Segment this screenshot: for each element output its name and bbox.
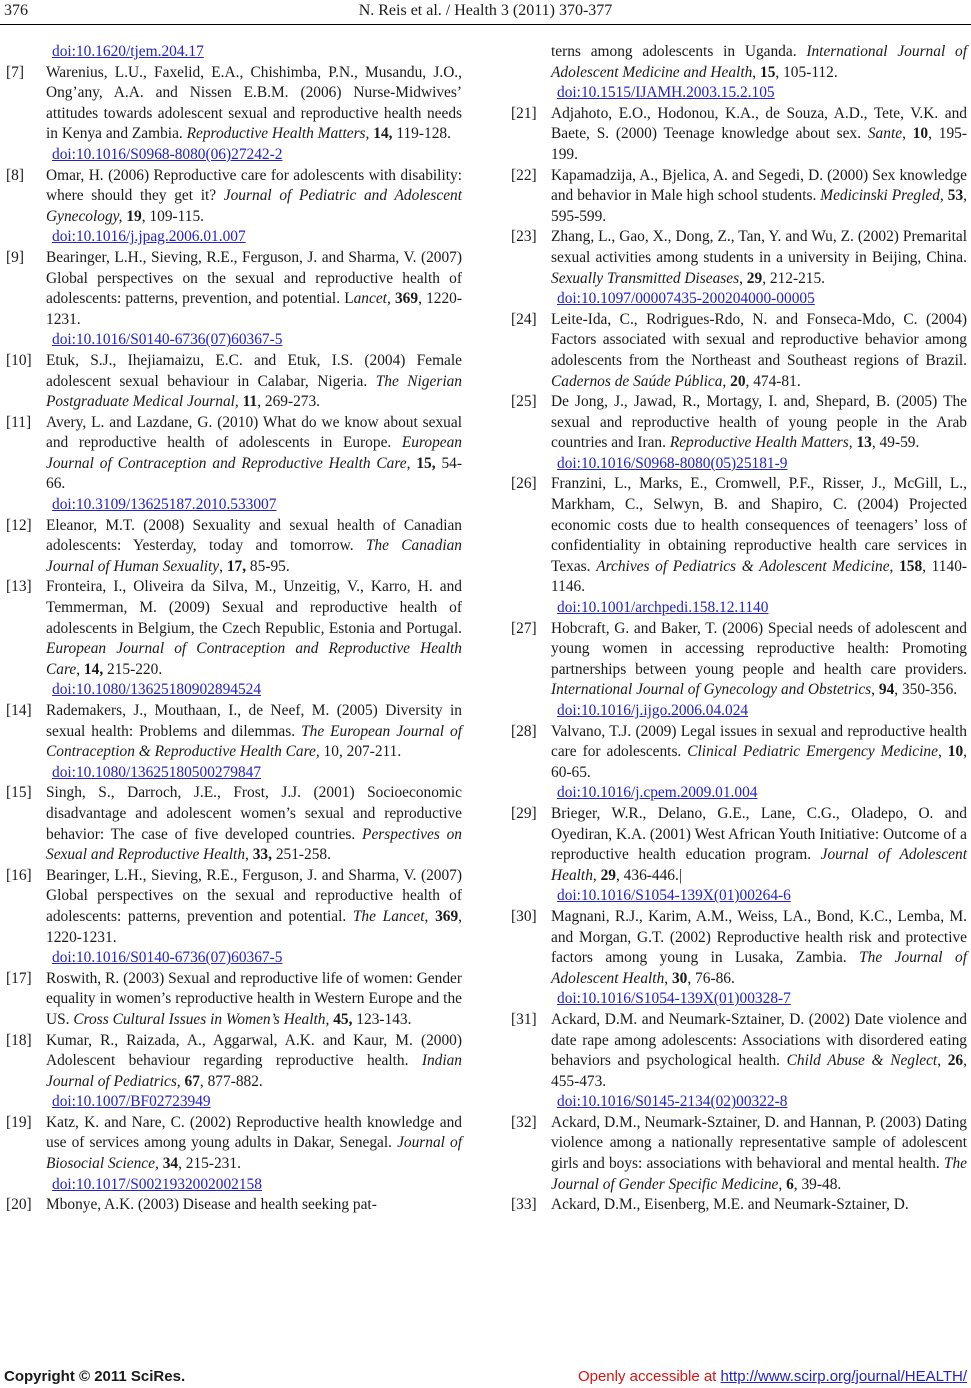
reference-text-run: Singh, S., Darroch, J.E., Frost, J.J. (2001) Socioeconomic disadvantage and adolescent women’s sexual and reproductive behavior: The case of five developed countries. xyxy=(46,784,462,843)
reference-text-run: , 1220-1231. xyxy=(46,907,463,946)
reference-text-run: Kapamadzija, A., Bjelica, A. and Segedi, D. (2000) Sex knowledge and behavior in Male high school students. xyxy=(551,166,967,205)
reference-text-run: 17, xyxy=(226,557,247,575)
reference-text-run: , xyxy=(664,969,672,987)
reference-text-run: Brieger, W.R., Delano, G.E., Lane, C.G., Oladepo, O. and Oyediran, K.A. (2001) West African Youth Initiative: Outcome of a reproductive health education program. xyxy=(551,804,967,864)
reference-text-run: Fronteira, I., Oliveira da Silva, M., Unzeitig, V., Karro, H. and Temmerman, M. (2009) Sexual and reproductive health of adolescents in Belgium, the Czech Republic, Estonia and Portugal. xyxy=(46,578,462,637)
reference-text-run: International Journal of Adolescent Medicine and Health, xyxy=(551,43,967,81)
reference-text xyxy=(551,1113,967,1195)
reference-item xyxy=(6,577,462,701)
open-access-notice xyxy=(578,1368,967,1385)
reference-text-run: , xyxy=(722,372,731,390)
reference-text-run: Perspectives on Sexual and Reproductive Health xyxy=(46,825,462,864)
reference-text xyxy=(46,351,462,413)
doi-link[interactable]: doi:10.1016/S0145-2134(02)00322-8 xyxy=(557,1093,788,1111)
reference-text-run: 85-95. xyxy=(246,557,290,575)
reference-text-run: , xyxy=(939,187,948,205)
reference-text-run: Cadernos de Saúde Pública xyxy=(551,372,723,390)
reference-number: [26] xyxy=(511,475,537,493)
reference-item xyxy=(6,1195,462,1216)
reference-text xyxy=(46,248,462,351)
doi-link[interactable]: doi:10.1016/S0968-8080(06)27242-2 xyxy=(52,145,283,163)
doi-link[interactable]: doi:10.1016/S0140-6736(07)60367-5 xyxy=(52,331,283,349)
reference-number: [27] xyxy=(511,619,537,637)
reference-item xyxy=(511,474,967,618)
reference-text-run: , 350-356. xyxy=(894,681,958,699)
reference-item xyxy=(511,104,967,166)
reference-number: [15] xyxy=(6,784,32,802)
reference-text-run: 29 xyxy=(600,866,616,884)
reference-text-run: 67 xyxy=(184,1072,200,1090)
doi-link[interactable]: doi:10.1016/j.ijgo.2006.04.024 xyxy=(557,702,749,719)
reference-text-run: Rademakers, J., Mouthaan, I., de Neef, M. (2005) Diversity in sexual health: Problems and dilemmas. xyxy=(46,702,462,740)
reference-text-run: , 60-65. xyxy=(551,743,968,781)
reference-item xyxy=(511,804,967,907)
reference-item xyxy=(511,392,967,474)
reference-text-run: 15 xyxy=(760,63,776,81)
reference-text-run: The Canadian Journal of Human Sexuality xyxy=(46,537,462,575)
reference-text-run: 215-220. xyxy=(103,660,163,678)
page-header xyxy=(0,0,971,26)
reference-text xyxy=(551,1010,967,1113)
reference-text-run: 15, xyxy=(416,454,436,472)
reference-text-run: , xyxy=(592,866,601,884)
reference-text-run: 14, xyxy=(83,660,104,678)
reference-text-run: Leite-Ida, C., Rodrigues-Rdo, N. and Fonseca-Mdo, C. (2004) Factors associated with sexual and reproductive behavior among adolescents from the Northeast and Southeast regions of Brazil. xyxy=(551,310,967,369)
reference-number: [32] xyxy=(511,1113,537,1131)
reference-item xyxy=(6,1113,462,1195)
doi-link[interactable]: doi:10.1620/tjem.204.17 xyxy=(52,43,204,60)
copyright-notice: Copyright © 2011 SciRes. xyxy=(4,1368,186,1385)
reference-text-run: , 877-882. xyxy=(199,1072,263,1090)
reference-text-run: 369 xyxy=(435,907,459,925)
reference-text-run: Kumar, R., Raizada, A., Aggarwal, A.K. and Kaur, M. (2000) Adolescent behaviour regarding reproductive health. xyxy=(46,1031,462,1070)
reference-text-run: Reproductive Health Matters xyxy=(669,434,849,452)
journal-link[interactable]: http://www.scirp.org/journal/HEALTH/ xyxy=(720,1368,967,1385)
reference-text-run: , 1140-1146. xyxy=(551,557,968,596)
reference-text xyxy=(46,969,462,1031)
reference-text-run: 369 xyxy=(394,290,419,308)
reference-text-run: De Jong, J., Jawad, R., Mortagy, I. and, Shepard, B. (2005) The sexual and reproductive health of young people in the Arab countries and Iran. xyxy=(551,393,967,452)
reference-text-run: , xyxy=(219,557,227,575)
reference-text xyxy=(551,474,967,618)
reference-number: [14] xyxy=(6,702,32,719)
doi-link[interactable]: doi:10.1016/S0140-6736(07)60367-5 xyxy=(52,949,283,967)
reference-text-run: , xyxy=(406,454,417,472)
reference-text-run: Journal of Pediatric and Adolescent Gynecology, xyxy=(46,187,462,225)
reference-text-run: Journal of Adolescent Health xyxy=(551,846,967,884)
reference-text xyxy=(46,1113,462,1195)
reference-number: [17] xyxy=(6,969,32,987)
reference-number: [16] xyxy=(6,866,32,884)
reference-text-run: 26 xyxy=(947,1052,964,1070)
reference-text-run: Bearinger, L.H., Sieving, R.E., Ferguson, J. and Sharma, V. (2007) Global perspectives on the sexual and reproductive health of adolescents: patterns, prevention and potential. xyxy=(46,866,462,925)
reference-text-run: Valvano, T.J. (2009) Legal issues in sexual and reproductive health care for adolescents. xyxy=(551,722,967,761)
reference-text-run: , 49-59. xyxy=(871,434,920,452)
reference-item xyxy=(6,866,462,969)
reference-text-run: 6 xyxy=(786,1175,794,1193)
reference-text xyxy=(551,722,967,804)
references-left-column xyxy=(6,42,462,1216)
reference-text-run: The European Journal of Contraception & Reproductive Health Care, xyxy=(46,722,463,761)
reference-text-run: 33, xyxy=(252,846,272,864)
reference-text-run: Archives of Pediatrics & Adolescent Medicine xyxy=(596,557,890,575)
reference-text xyxy=(551,104,967,166)
reference-text-run: Sante xyxy=(867,125,903,143)
reference-text-run: Adjahoto, E.O., Hodonou, K.A., de Souza, A.D., Tete, V.K. and Baete, S. (2000) Teenage knowledge about sex. xyxy=(551,104,967,143)
reference-text-run: Warenius, L.U., Faxelid, E.A., Chishimba, P.N., Musandu, J.O., Ong’any, A.A. and Nissen E.B.M. (2006) Nurse-Midwives’ attitudes towards adolescent sexual and reproductive health needs in Kenya and Zambia. xyxy=(46,63,462,143)
reference-number: [21] xyxy=(511,104,537,122)
reference-text-run: , xyxy=(937,1052,948,1070)
reference-text-run: Bearinger, L.H., Sieving, R.E., Ferguson, J. and Sharma, V. (2007) Global perspectives on the sexual and reproductive health of adolescents: patterns, prevention, and potential. L xyxy=(46,248,462,308)
reference-text-run: 10, 207-211. xyxy=(319,743,402,761)
reference-text xyxy=(46,1195,462,1216)
reference-text xyxy=(46,701,462,783)
open-access-label: Openly accessible at xyxy=(577,1368,721,1385)
doi-link[interactable]: doi:10.3109/13625187.2010.533007 xyxy=(52,496,277,514)
reference-text-run: 123-143. xyxy=(352,1010,412,1028)
running-head: N. Reis et al. / Health 3 (2011) 370-377 xyxy=(358,2,613,19)
reference-number: [31] xyxy=(511,1010,537,1028)
doi-link[interactable]: doi:10.1016/j.cpem.2009.01.004 xyxy=(557,784,758,802)
reference-item xyxy=(6,969,462,1031)
page-footer xyxy=(0,1366,971,1388)
reference-text xyxy=(46,42,462,63)
doi-link[interactable]: doi:10.1016/S1054-139X(01)00264-6 xyxy=(557,887,791,905)
reference-text-run: The Lancet xyxy=(352,907,425,925)
reference-item xyxy=(6,783,462,865)
reference-item xyxy=(6,516,462,578)
reference-text-run: ancet, xyxy=(353,290,391,308)
reference-text xyxy=(551,166,967,228)
doi-link[interactable]: doi:10.1007/BF02723949 xyxy=(52,1093,211,1111)
reference-text xyxy=(551,619,967,722)
reference-item xyxy=(511,1195,967,1216)
reference-text-run: Roswith, R. (2003) Sexual and reproductive life of women: Gender equality in women’s reproductive health in Western Europe and the US. xyxy=(46,969,462,1028)
reference-text-run: Journal of Biosocial Science, xyxy=(46,1134,463,1173)
reference-text-run: , 595-599. xyxy=(551,187,967,225)
doi-link[interactable]: doi:10.1017/S0021932002002158 xyxy=(52,1175,262,1193)
reference-text-run: 10 xyxy=(947,743,964,761)
reference-item xyxy=(6,42,462,63)
reference-text xyxy=(551,310,967,392)
reference-item xyxy=(511,166,967,228)
reference-item xyxy=(511,907,967,1010)
doi-link[interactable]: doi:10.1515/IJAMH.2003.15.2.105 xyxy=(557,84,775,102)
reference-text-run: 19 xyxy=(126,207,142,225)
reference-item xyxy=(511,310,967,392)
reference-text-run: Ackard, D.M., Eisenberg, M.E. and Neumark-Sztainer, D. xyxy=(551,1196,909,1214)
reference-item xyxy=(6,351,462,413)
reference-text-run: 13 xyxy=(856,434,872,452)
reference-text xyxy=(46,866,462,969)
reference-text-run: 10 xyxy=(912,125,929,143)
reference-text-run: Omar, H. (2006) Reproductive care for adolescents with disability: where should they get it? xyxy=(46,166,462,205)
doi-link[interactable]: doi:10.1080/13625180902894524 xyxy=(52,681,262,699)
reference-number: [11] xyxy=(6,413,32,431)
reference-number: [20] xyxy=(6,1196,32,1214)
doi-link[interactable]: doi:10.1080/13625180500279847 xyxy=(52,763,262,781)
reference-text-run: 158 xyxy=(899,557,923,575)
reference-item xyxy=(6,63,462,166)
reference-text-run: Avery, L. and Lazdane, G. (2010) What do we know about sexual and reproductive health of adolescents in Europe. xyxy=(46,413,462,452)
reference-item xyxy=(511,42,967,104)
reference-item xyxy=(6,248,462,351)
reference-item xyxy=(511,722,967,804)
reference-text-run: Katz, K. and Nare, C. (2002) Reproductive health knowledge and use of services among young adults in Dakar, Senegal. xyxy=(46,1113,462,1152)
reference-text-run: Medicinski Pregled xyxy=(820,187,940,205)
reference-text-run: 53 xyxy=(947,187,964,205)
doi-link[interactable]: doi:10.1016/S0968-8080(05)25181-9 xyxy=(557,454,788,472)
reference-item xyxy=(6,1031,462,1113)
reference-item xyxy=(6,413,462,516)
reference-text-run: , xyxy=(739,269,747,287)
reference-text-run: Reproductive Health Matters, xyxy=(186,125,370,143)
reference-text-run: 34 xyxy=(162,1155,179,1173)
reference-text-run: Eleanor, M.T. (2008) Sexuality and sexual health of Canadian adolescents: Yesterday, today and tomorrow. xyxy=(46,516,462,555)
reference-text xyxy=(46,166,462,248)
reference-number: [10] xyxy=(6,351,32,369)
reference-text xyxy=(46,783,462,865)
reference-number: [13] xyxy=(6,578,32,596)
doi-link[interactable]: doi:10.1016/S1054-139X(01)00328-7 xyxy=(557,990,791,1008)
reference-text-run: , 474-81. xyxy=(745,372,801,390)
reference-text-run: , xyxy=(245,846,253,864)
reference-text xyxy=(46,413,462,516)
reference-text-run: Mbonye, A.K. (2003) Disease and health seeking pat- xyxy=(46,1196,377,1214)
reference-text-run: , xyxy=(76,660,84,678)
reference-text-run: Magnani, R.J., Karim, A.M., Weiss, LA., Bond, K.C., Lemba, M. and Morgan, G.T. (2002) Reproductive health risk and protective factors among young in Lusaka, Zambia. xyxy=(551,907,967,967)
reference-text xyxy=(46,63,462,166)
reference-item xyxy=(511,227,967,309)
reference-item xyxy=(6,166,462,248)
reference-text-run: Sexually Transmitted Diseases xyxy=(551,269,740,287)
reference-text-run: , 212-215. xyxy=(762,269,826,287)
reference-text-run: , xyxy=(889,557,900,575)
doi-link[interactable]: doi:10.1016/j.jpag.2006.01.007 xyxy=(52,228,246,246)
reference-text-run: , 1220-1231. xyxy=(46,290,462,328)
doi-link[interactable]: doi:10.1001/archpedi.158.12.1140 xyxy=(557,599,769,617)
reference-number: [33] xyxy=(511,1196,537,1214)
reference-text-run: , 455-473. xyxy=(551,1052,967,1090)
reference-text-run: 45, xyxy=(333,1010,353,1028)
page-number: 376 xyxy=(4,2,28,19)
reference-text-run: Etuk, S.J., Ihejiamaizu, E.C. and Etuk, I.S. (2004) Female adolescent sexual behaviour in Calabar, Nigeria. xyxy=(46,351,462,390)
reference-text-run: 20 xyxy=(730,372,746,390)
reference-text-run: Ackard, D.M. and Neumark-Sztainer, D. (2002) Date violence and date rape among adolescents: Associations with disordered eating behaviors and psychological health. xyxy=(551,1010,967,1070)
reference-number: [22] xyxy=(511,166,537,184)
reference-number: [19] xyxy=(6,1113,32,1131)
reference-number: [9] xyxy=(6,248,24,266)
reference-text xyxy=(551,907,967,1010)
reference-text xyxy=(551,227,967,309)
reference-text-run: 29 xyxy=(746,269,763,287)
reference-text-run: , xyxy=(871,681,879,699)
reference-item xyxy=(511,1010,967,1113)
reference-text-run: , xyxy=(424,907,436,925)
reference-text-run: Clinical Pediatric Emergency Medicine xyxy=(687,743,938,761)
reference-number: [30] xyxy=(511,907,537,925)
reference-text-run: The Nigerian Postgraduate Medical Journal, xyxy=(46,372,462,411)
reference-item xyxy=(511,619,967,722)
reference-text xyxy=(46,577,462,701)
reference-text-run: Cross Cultural Issues in Women’s Health, xyxy=(73,1010,330,1028)
reference-text xyxy=(46,516,462,578)
reference-number: [25] xyxy=(511,393,537,411)
reference-text-run: European Journal of Contraception and Reproductive Health Care xyxy=(46,434,462,472)
reference-text-run: , 215-231. xyxy=(178,1155,241,1173)
reference-number: [29] xyxy=(511,804,537,822)
reference-text-run: , 195-199. xyxy=(551,125,967,163)
reference-text-run: 119-128. xyxy=(392,125,451,143)
reference-text-run: Hobcraft, G. and Baker, T. (2006) Special needs of adolescent and young women in accessing reproductive health: Promoting partnerships between young people and health care providers. xyxy=(551,619,967,678)
reference-text-run: , xyxy=(902,125,913,143)
reference-text-run: The Journal of Gender Specific Medicine, xyxy=(551,1155,967,1193)
reference-text-run: Child Abuse & Neglect xyxy=(786,1052,938,1070)
reference-number: [24] xyxy=(511,310,537,328)
reference-text-run: , 39-48. xyxy=(793,1175,842,1193)
reference-number: [8] xyxy=(6,166,24,184)
reference-text-run: Zhang, L., Gao, X., Dong, Z., Tan, Y. and Wu, Z. (2002) Premarital sexual activities among students in a university in Beijing, China. xyxy=(551,228,967,266)
references-right-column xyxy=(511,42,967,1216)
reference-item xyxy=(6,701,462,783)
reference-text-run: 94 xyxy=(878,681,895,699)
reference-item xyxy=(511,1113,967,1195)
reference-number: [28] xyxy=(511,722,537,740)
reference-text xyxy=(551,1195,967,1216)
reference-text xyxy=(551,392,967,474)
reference-text-run: European Journal of Contraception and Reproductive Health Care xyxy=(46,640,462,678)
reference-number: [7] xyxy=(6,63,24,81)
reference-text-run: Indian Journal of Pediatrics, xyxy=(46,1052,462,1090)
reference-text-run: 11 xyxy=(242,393,258,411)
reference-text-run: 14, xyxy=(373,125,393,143)
reference-text xyxy=(551,42,967,104)
reference-text-run: , 436-446.| xyxy=(615,866,682,884)
reference-text-run: 30 xyxy=(671,969,688,987)
doi-link[interactable]: doi:10.1097/00007435-200204000-00005 xyxy=(557,290,815,308)
reference-text-run: , 109-115. xyxy=(141,207,205,225)
reference-text-run: 251-258. xyxy=(271,846,331,864)
reference-text-run: , 76-86. xyxy=(687,969,735,987)
reference-text-run: International Journal of Gynecology and Obstetrics xyxy=(551,681,872,699)
reference-text-run: The Journal of Adolescent Health xyxy=(551,949,967,987)
reference-text xyxy=(551,804,967,907)
reference-text-run: , 269-273. xyxy=(257,393,321,411)
reference-text-run: Franzini, L., Marks, E., Cromwell, P.F., Risser, J., McGill, L., Markham, C., Selwyn, B. and Shapiro, C. (2004) Projected economic costs due to health consequences of teenagers’ loss of confidentiality in obtaining reproductive health care services in Texas. xyxy=(551,475,967,575)
reference-text-run: terns among adolescents in Uganda. xyxy=(551,43,807,60)
reference-text-run: 54-66. xyxy=(46,454,462,493)
reference-text-run: , 105-112. xyxy=(775,63,838,81)
reference-number: [18] xyxy=(6,1031,32,1049)
reference-text-run: Ackard, D.M., Neumark-Sztainer, D. and Hannan, P. (2003) Dating violence among a nationally representative sample of adolescent girls and boys: associations with behavioral and mental health. xyxy=(551,1113,967,1173)
reference-text-run: , xyxy=(937,743,948,761)
reference-number: [12] xyxy=(6,516,32,534)
reference-number: [23] xyxy=(511,228,537,246)
header-rule xyxy=(0,24,971,25)
reference-text xyxy=(46,1031,462,1113)
reference-text-run: , xyxy=(848,434,857,452)
